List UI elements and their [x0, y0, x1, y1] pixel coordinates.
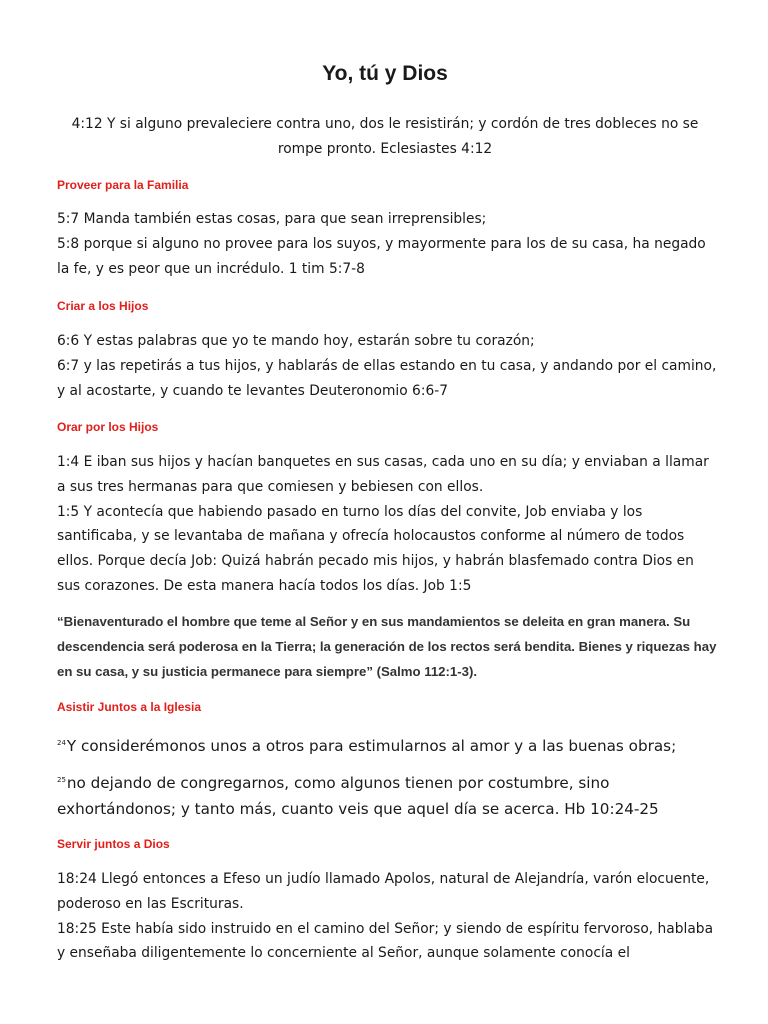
intro-verse: 4:12 Y si alguno prevaleciere contra uno, dos le resistirán; y cordón de tres dobleces no se rompe pronto. Eclesiastes 4:12	[71, 116, 699, 157]
verse-text: no dejando de congregarnos, como algunos tienen por costumbre, sino exhortándonos; y tanto más, cuanto veis que aquel día se acerca. Hb 10:24-25	[57, 774, 659, 818]
verse-line: 1:4 E iban sus hijos y hacían banquetes en sus casas, cada uno en su día; y enviaban a llamar a sus tres hermanas para que comiesen y bebiesen con ellos.	[57, 454, 709, 495]
verse-number: 24	[57, 739, 66, 747]
section-body-orar	[57, 450, 717, 599]
verse-25	[57, 767, 717, 822]
page-title: Yo, tú y Dios	[322, 62, 448, 85]
verse-line: 5:8 porque si alguno no provee para los suyos, y mayormente para los de su casa, ha negado la fe, y es peor que un incrédulo. 1 tim 5:7-8	[57, 235, 706, 277]
verse-line: 6:7 y las repetirás a tus hijos, y hablarás de ellas estando en tu casa, y andando por el camino, y al acostarte, y cuando te levantes Deuteronomio 6:6-7	[57, 357, 717, 399]
section-heading-criar: Criar a los Hijos	[57, 299, 149, 313]
verse-line: 18:24 Llegó entonces a Efeso un judío llamado Apolos, natural de Alejandría, varón elocuente, poderoso en las Escrituras.	[57, 871, 710, 912]
verse-number: 25	[57, 776, 66, 784]
verse-text: Y considerémonos unos a otros para estimularnos al amor y a las buenas obras;	[66, 737, 677, 755]
psalm-quote: “Bienaventurado el hombre que teme al Señor y en sus mandamientos se deleita en gran manera. Su descendencia será poderosa en la Tierra; la generación de los rectos será bendita. Bienes y riquezas hay en su casa, y su justicia permanece para siempre” (Salmo 112:1-3).	[57, 614, 717, 679]
section-body-servir	[57, 867, 717, 966]
verse-24	[57, 730, 717, 759]
verse-line: 1:5 Y acontecía que habiendo pasado en turno los días del convite, Job enviaba y los santificaba, y se levantaba de mañana y ofrecía holocaustos conforme al número de todos ellos. Porque decía Job: Quizá habrán pecado mis hijos, y habrán blasfemado contra Dios en sus corazones. De esta manera hacía todos los días. Job 1:5	[57, 503, 694, 594]
section-heading-servir: Servir juntos a Dios	[57, 837, 170, 851]
section-heading-orar: Orar por los Hijos	[57, 420, 159, 434]
section-body-proveer	[57, 207, 717, 281]
verse-line: 18:25 Este había sido instruido en el camino del Señor; y siendo de espíritu fervoroso, hablaba y enseñaba diligentemente lo concerniente al Señor, aunque solamente conocía el	[57, 920, 714, 962]
verse-line: 6:6 Y estas palabras que yo te mando hoy, estarán sobre tu corazón;	[57, 333, 535, 349]
section-heading-asistir: Asistir Juntos a la Iglesia	[57, 700, 202, 714]
verse-line: 5:7 Manda también estas cosas, para que sean irreprensibles;	[57, 211, 487, 227]
section-heading-proveer: Proveer para la Familia	[57, 178, 189, 192]
section-body-criar	[57, 329, 717, 403]
